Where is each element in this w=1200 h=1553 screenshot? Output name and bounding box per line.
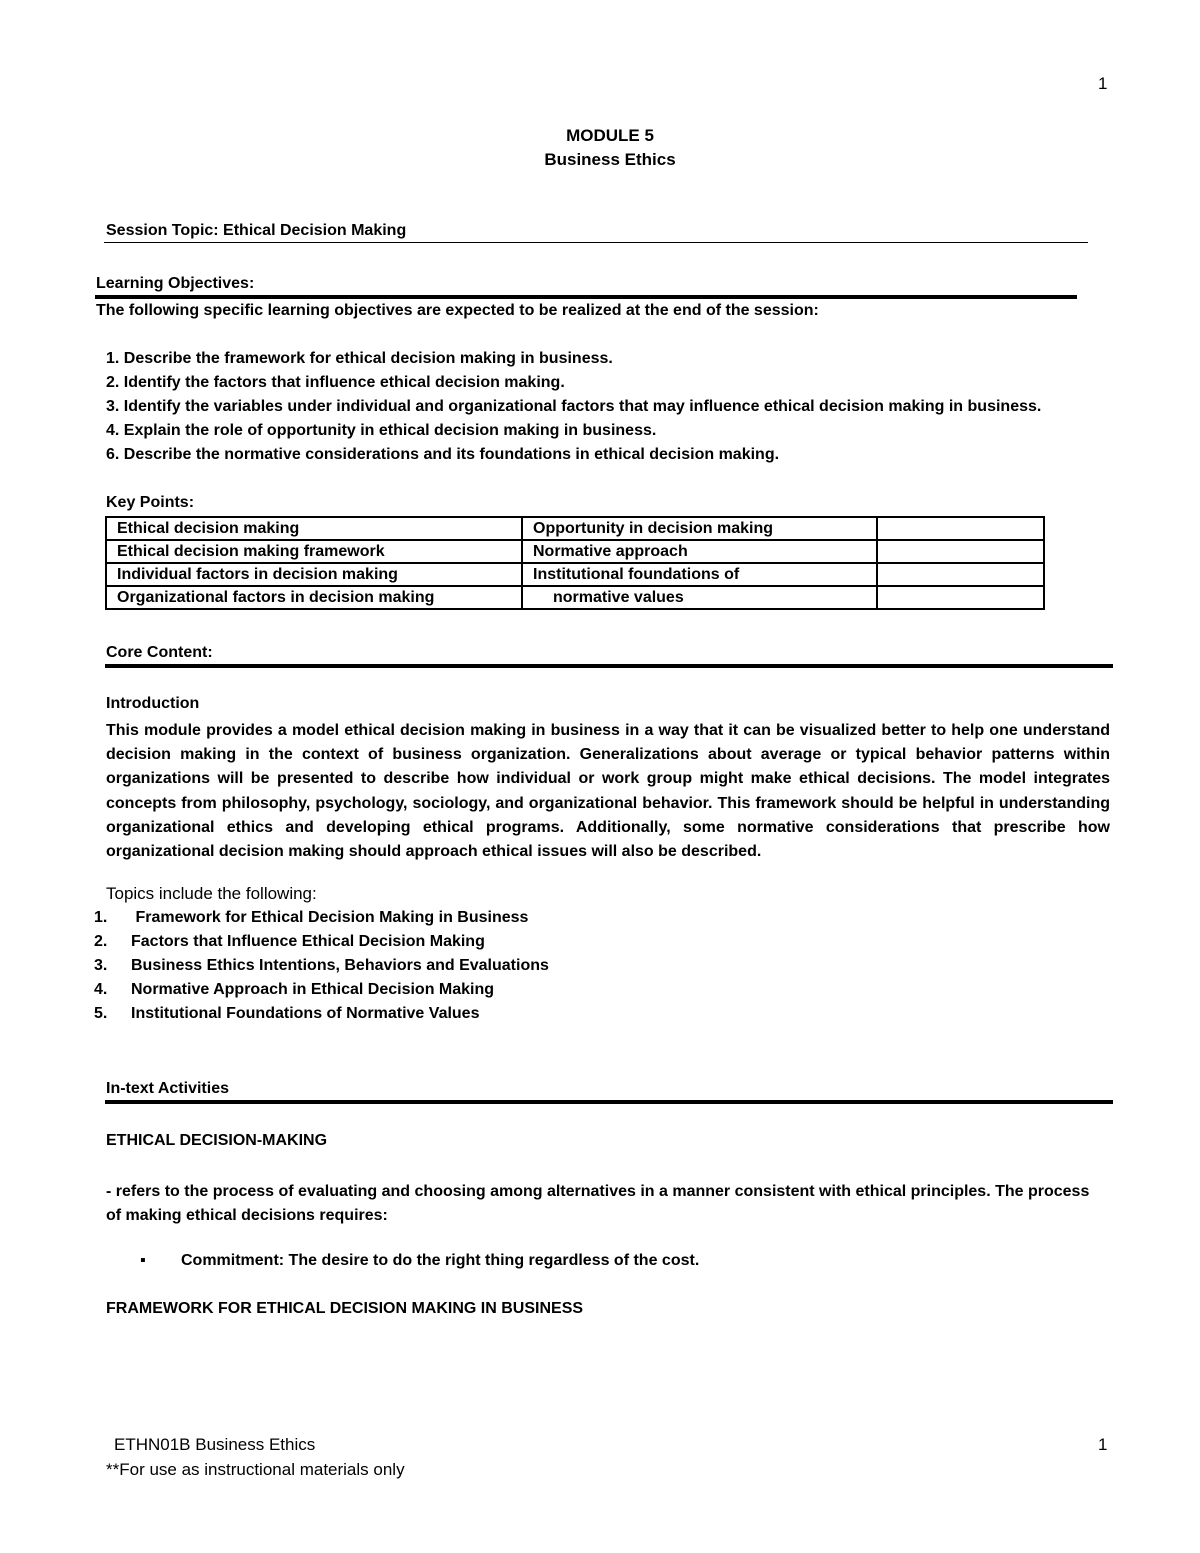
table-cell: Opportunity in decision making [522, 517, 877, 540]
learning-objectives-heading: Learning Objectives: [96, 275, 255, 292]
topics-heading: Topics include the following: [106, 884, 317, 903]
topic-number: 3. [94, 957, 108, 974]
commitment-text: Commitment: The desire to do the right thing regardless of the cost. [181, 1252, 700, 1269]
topic-number: 1. [94, 909, 108, 926]
table-cell: Ethical decision making [106, 517, 522, 540]
topic-item [94, 909, 528, 927]
table-cell: Ethical decision making framework [106, 540, 522, 563]
learning-objectives-intro: The following specific learning objectives are expected to be realized at the end of the session: [96, 302, 819, 319]
table-row [106, 517, 1044, 540]
activities-heading: In-text Activities [106, 1080, 229, 1097]
definition-text: - refers to the process of evaluating and choosing among alternatives in a manner consistent with ethical principles. The process of making ethical decisions requires: [106, 1183, 1090, 1225]
key-points-heading: Key Points: [106, 494, 195, 511]
introduction-text: This module provides a model ethical decision making in business in a way that it can be visualized better to help one understand decision making in the context of business organization. Generalizations about average or typical behavior patterns within organizations will be presented to describe how individual or work group might make ethical decisions. The model integrates concepts from philosophy, psychology, sociology, and organizational behavior. This framework should be helpful in understanding organizational ethics and developing ethical programs. Additionally, some normative considerations that prescribe how organizational decision making should approach ethical issues will also be described. [106, 722, 1110, 861]
ethical-decision-making-heading: ETHICAL DECISION-MAKING [106, 1132, 328, 1149]
page-number-bottom: 1 [1098, 1435, 1108, 1454]
topic-number: 2. [94, 933, 108, 950]
framework-heading: FRAMEWORK FOR ETHICAL DECISION MAKING IN BUSINESS [106, 1300, 584, 1317]
topic-item [94, 957, 549, 975]
bullet-icon: ▪ [140, 1252, 146, 1269]
table-cell [877, 586, 1044, 609]
objective-item: 1. Describe the framework for ethical decision making in business. [106, 350, 613, 367]
table-cell [877, 563, 1044, 586]
subject-title: Business Ethics [544, 150, 676, 169]
topic-item [94, 933, 485, 951]
topic-item [94, 1005, 479, 1023]
page-number-top: 1 [1098, 74, 1108, 93]
table-cell [877, 517, 1044, 540]
introduction-heading: Introduction [106, 695, 200, 712]
topic-text: Normative Approach in Ethical Decision Making [131, 981, 495, 998]
topic-text: Business Ethics Intentions, Behaviors and Evaluations [131, 957, 549, 974]
activities-rule [105, 1100, 1113, 1104]
topic-text: Factors that Influence Ethical Decision Making [131, 933, 485, 950]
topic-number: 4. [94, 981, 108, 998]
core-content-rule [105, 664, 1113, 668]
table-cell: Individual factors in decision making [106, 563, 522, 586]
table-cell: Institutional foundations of [522, 563, 877, 586]
objective-item: 2. Identify the factors that influence ethical decision making. [106, 374, 565, 391]
objective-item: 3. Identify the variables under individual and organizational factors that may influence ethical decision making in business. [106, 398, 1042, 415]
objective-item: 6. Describe the normative considerations and its foundations in ethical decision making. [106, 446, 780, 463]
table-cell: normative values [522, 586, 877, 609]
topic-item [94, 981, 494, 999]
topic-number: 5. [94, 1005, 108, 1022]
table-row [106, 586, 1044, 609]
table-cell [877, 540, 1044, 563]
session-topic-rule [104, 242, 1088, 243]
core-content-heading: Core Content: [106, 644, 213, 661]
table-row [106, 540, 1044, 563]
footer-course: ETHN01B Business Ethics [114, 1435, 316, 1454]
topic-text: Institutional Foundations of Normative Values [131, 1005, 480, 1022]
objective-item: 4. Explain the role of opportunity in ethical decision making in business. [106, 422, 657, 439]
table-row [106, 563, 1044, 586]
table-cell: Normative approach [522, 540, 877, 563]
topic-text: Framework for Ethical Decision Making in Business [131, 909, 529, 926]
session-topic: Session Topic: Ethical Decision Making [106, 222, 407, 239]
learning-objectives-rule [95, 295, 1077, 299]
table-cell: Organizational factors in decision making [106, 586, 522, 609]
key-points-table [105, 516, 1045, 610]
module-title: MODULE 5 [566, 126, 654, 145]
footer-note: **For use as instructional materials only [106, 1460, 405, 1479]
